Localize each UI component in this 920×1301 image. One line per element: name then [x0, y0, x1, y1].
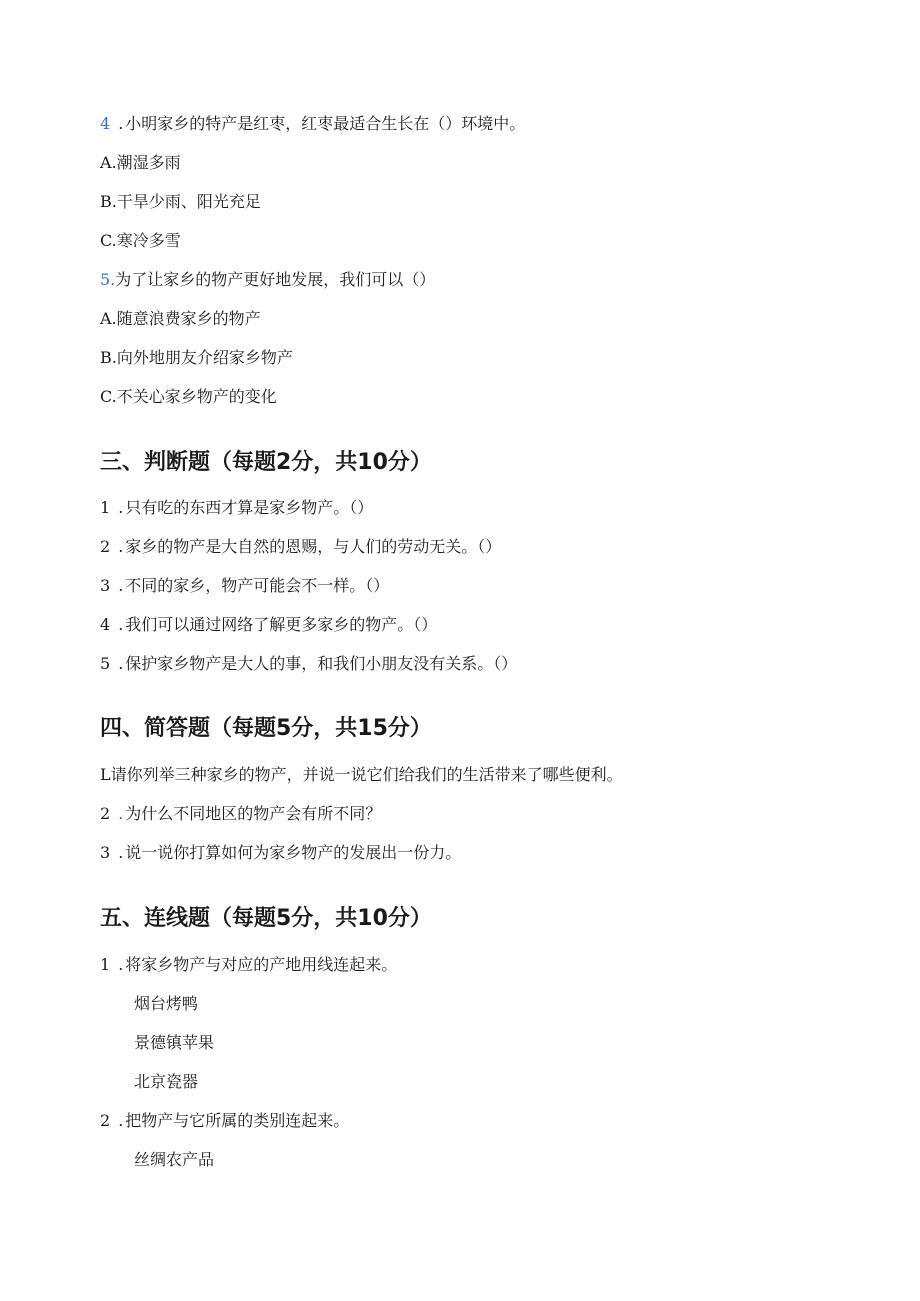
option-a: A.随意浪费家乡的物产	[100, 309, 261, 328]
question-text: 为了让家乡的物产更好地发展，我们可以（）	[115, 270, 436, 289]
option-a: A.潮湿多雨	[100, 153, 181, 172]
matching-item: 景德镇苹果	[134, 1033, 215, 1052]
matching-item: 丝绸农产品	[134, 1150, 215, 1169]
question-5	[100, 270, 435, 290]
question-4: 4 . 小明家乡的特产是红枣，红枣最适合生长在（）环境中。	[100, 114, 526, 133]
option-c: C.不关心家乡物产的变化	[100, 387, 277, 406]
matching-item: 烟台烤鸭	[134, 994, 199, 1013]
matching-question-2: 2 . 把物产与它所属的类别连起来。	[100, 1111, 350, 1130]
judgment-item: 5 . 保护家乡物产是大人的事，和我们小朋友没有关系。（）	[100, 654, 518, 673]
question-number: 5.	[100, 270, 116, 289]
section-heading-matching: 五、连线题（每题5分，共10分）	[100, 906, 432, 931]
option-c: C.寒冷多雪	[100, 231, 181, 250]
judgment-item: 2 . 家乡的物产是大自然的恩赐，与人们的劳动无关。（）	[100, 537, 502, 556]
short-answer-item: L请你列举三种家乡的物产，并说一说它们给我们的生活带来了哪些便利。	[100, 765, 623, 784]
judgment-item: 4 . 我们可以通过网络了解更多家乡的物产。（）	[100, 615, 438, 634]
section-heading-judgment: 三、判断题（每题2分，共10分）	[100, 450, 432, 475]
question-number: 4	[100, 114, 111, 133]
short-answer-item: 3 . 说一说你打算如何为家乡物产的发展出一份力。	[100, 843, 462, 862]
option-b: B.向外地朋友介绍家乡物产	[100, 348, 293, 367]
matching-question-1: 1 . 将家乡物产与对应的产地用线连起来。	[100, 955, 398, 974]
judgment-item: 1 . 只有吃的东西才算是家乡物产。（）	[100, 498, 374, 517]
short-answer-item: 2 . 为什么不同地区的物产会有所不同？	[100, 804, 382, 823]
judgment-item: 3 . 不同的家乡，物产可能会不一样。（）	[100, 576, 390, 595]
section-heading-short-answer: 四、简答题（每题5分，共15分）	[100, 716, 432, 741]
question-text: 小明家乡的特产是红枣，红枣最适合生长在（）环境中。	[125, 114, 526, 133]
option-b: B.干旱少雨、阳光充足	[100, 192, 261, 211]
matching-item: 北京瓷器	[134, 1072, 199, 1091]
